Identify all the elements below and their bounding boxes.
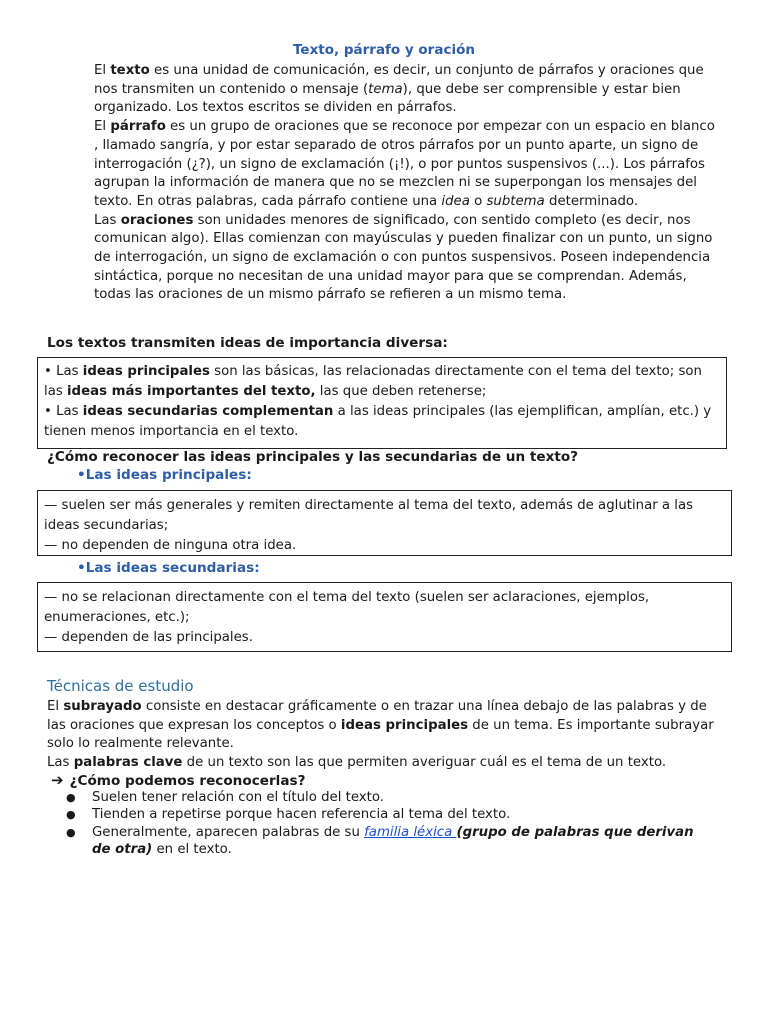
right-arrow-icon: ➔ xyxy=(51,771,64,789)
secundarias-box xyxy=(37,582,732,652)
section-title-tecnicas: Técnicas de estudio xyxy=(47,677,194,695)
paragraph-subrayado xyxy=(47,698,727,754)
text-run: determinado. xyxy=(544,193,639,209)
text-run: ), que debe ser comprensible y estar bien organizado. Los textos escritos se dividen en párrafos. xyxy=(94,81,681,116)
principales-line-1: — suelen ser más generales y remiten directamente al tema del texto, además de aglutinar a las ideas secundarias; xyxy=(44,498,694,533)
list-item-text: en el texto. xyxy=(152,842,232,858)
intro-paragraphs xyxy=(47,62,722,305)
text-run: • Las xyxy=(44,404,83,419)
principales-box xyxy=(37,490,732,556)
text-run: las que deben retenerse; xyxy=(315,384,487,399)
section-heading-ideas: Los textos transmiten ideas de importancia diversa: xyxy=(47,335,448,351)
term-ideas-importantes: ideas más importantes del texto, xyxy=(67,384,316,399)
section-heading-question: ¿Cómo reconocer las ideas principales y las secundarias de un texto? xyxy=(47,449,579,465)
arrow-question xyxy=(51,771,306,789)
study-paragraphs xyxy=(47,698,727,773)
term-texto: texto xyxy=(110,63,150,78)
term-ideas-secundarias: ideas secundarias complementan xyxy=(82,404,334,419)
list-item-text: Suelen tener relación con el título del texto. xyxy=(92,790,384,805)
text-run: consiste en destacar gráficamente o en trazar una línea debajo de las palabras y de las oraciones que expresan los conceptos o xyxy=(47,699,707,733)
text-run: El xyxy=(47,699,64,714)
term-ideas-principales: ideas principales xyxy=(340,717,469,733)
paragraph-palabras-clave xyxy=(47,754,727,773)
secundarias-line-2: — dependen de las principales. xyxy=(44,630,253,645)
text-run: El xyxy=(94,119,111,135)
term-palabras-clave: palabras clave xyxy=(73,755,183,771)
bullet-icon: ● xyxy=(66,791,76,804)
list-item xyxy=(62,806,702,823)
term-subtema: subtema xyxy=(486,193,545,209)
box-line-secundarias xyxy=(44,402,720,442)
text-run: es un grupo de oraciones que se reconoce por empezar con un espacio en blanco , llamado sangría, y por estar separado de otros párrafos por un punto aparte, un signo de interrogación (¿?), un signo de exclamación (¡!), o por puntos suspensivos (...). Los párrafos agrupan la información de manera que no se mezclen ni se superpongan los mensajes del texto. En otras palabras, cada párrafo contiene una xyxy=(94,119,715,209)
text-run: El xyxy=(94,63,111,78)
list-item-text: Tienden a repetirse porque hacen referencia al tema del texto. xyxy=(92,807,511,823)
paragraph-texto xyxy=(47,62,722,118)
list-item xyxy=(62,824,702,859)
question-text: ¿Cómo podemos reconocerlas? xyxy=(69,773,306,789)
term-idea: idea xyxy=(441,193,470,209)
subheading-secundarias: •Las ideas secundarias: xyxy=(77,560,260,576)
recognition-list xyxy=(62,789,702,859)
document-title: Texto, párrafo y oración xyxy=(293,42,475,58)
term-ideas-principales: ideas principales xyxy=(82,364,210,379)
principales-line-2: — no dependen de ninguna otra idea. xyxy=(44,538,297,553)
paragraph-oraciones xyxy=(47,212,722,306)
familia-lexica-link[interactable]: familia léxica xyxy=(364,824,457,840)
paragraph-parrafo xyxy=(47,118,722,212)
term-tema: tema xyxy=(368,81,403,97)
text-run: Las xyxy=(94,212,121,228)
list-item xyxy=(62,789,702,806)
text-run: de un texto son las que permiten averiguar cuál es el tema de un texto. xyxy=(182,755,667,771)
text-run: • Las xyxy=(44,364,83,379)
definition-text: (grupo de palabras que derivan de otra) xyxy=(92,824,694,858)
text-run: son unidades menores de significado, con sentido completo (es decir, nos comunican algo). Ellas comienzan con mayúsculas y pueden finalizar con un punto, un signo de interrogación, un signo de exclamación o con puntos suspensivos. Poseen independencia sintáctica, porque no necesitan de una unidad mayor para que se comprendan. Además, todas las oraciones de un mismo párrafo se refieren a un mismo tema. xyxy=(94,212,713,303)
text-run: es una unidad de comunicación, es decir, un conjunto de párrafos y oraciones que nos transmiten un contenido o mensaje ( xyxy=(94,63,704,97)
term-parrafo: párrafo xyxy=(110,119,166,135)
subheading-principales: •Las ideas principales: xyxy=(77,467,252,483)
list-item-text: Generalmente, aparecen palabras de su xyxy=(92,824,365,840)
ideas-box xyxy=(37,357,727,449)
text-run: de un tema. Es importante subrayar solo lo realmente relevante. xyxy=(47,717,714,752)
text-run: a las ideas principales (las ejemplifican, amplían, etc.) y tienen menos importancia en el texto. xyxy=(44,404,712,439)
text-run: o xyxy=(469,193,487,209)
term-oraciones: oraciones xyxy=(120,212,194,228)
bullet-icon: ● xyxy=(66,825,76,839)
bullet-icon: ● xyxy=(66,808,76,822)
text-run: Las xyxy=(47,755,74,771)
term-subrayado: subrayado xyxy=(63,699,142,714)
box-line-principales xyxy=(44,362,720,402)
secundarias-line-1: — no se relacionan directamente con el tema del texto (suelen ser aclaraciones, ejemplos, enumeraciones, etc.); xyxy=(44,590,650,625)
text-run: son las básicas, las relacionadas directamente con el tema del texto; son las xyxy=(44,364,702,399)
